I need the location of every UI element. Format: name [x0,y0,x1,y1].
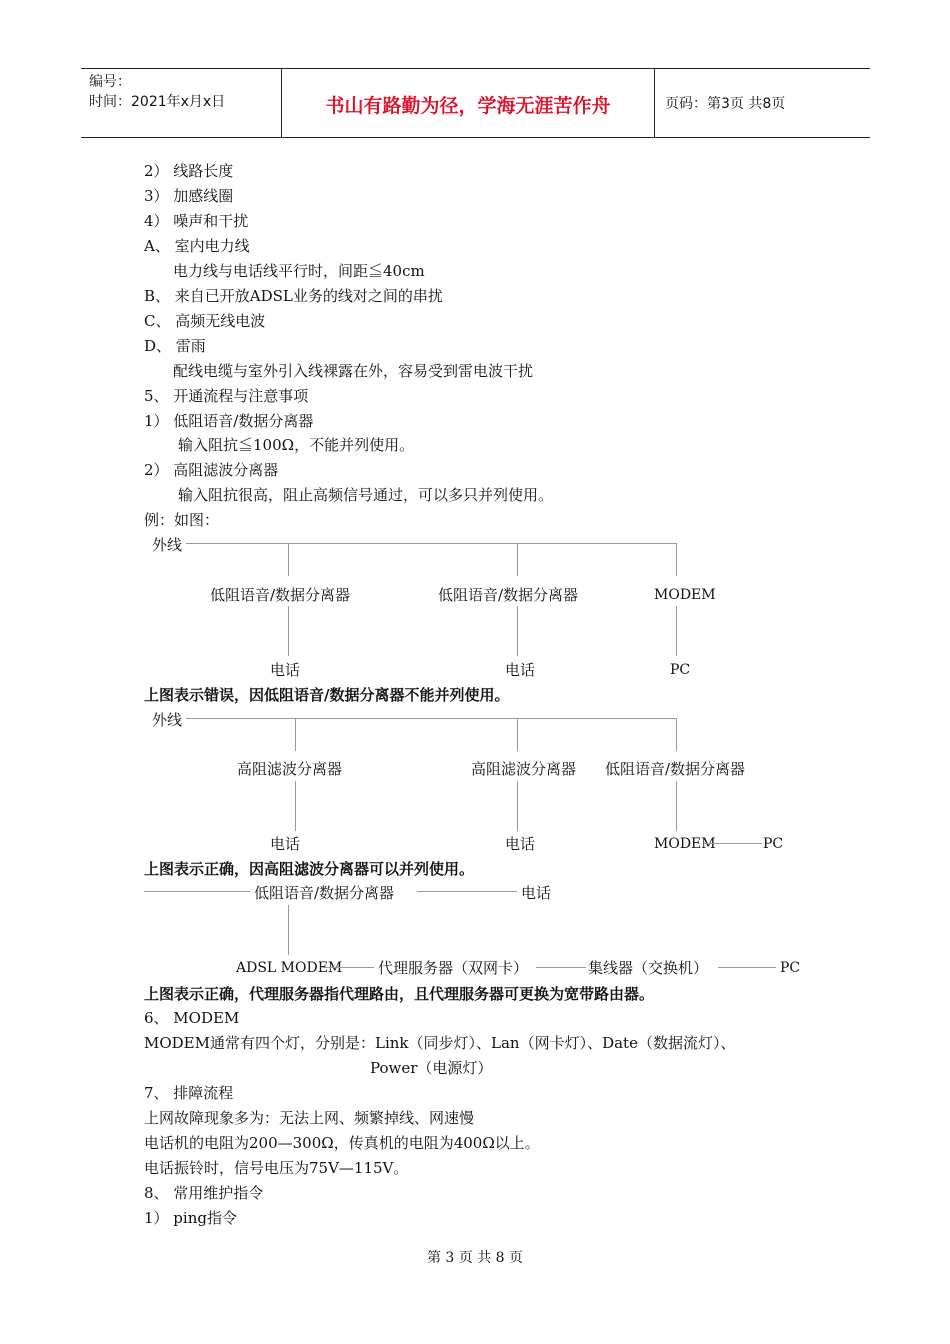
connector-line [288,905,289,955]
connector-line [517,543,518,576]
doc-date-label: 时间：2021年x月x日 [89,94,226,110]
list-item: 3） 加感线圈 [144,187,234,205]
connector-line [144,891,250,892]
splitter-box: 高阻滤波分离器 [471,760,577,778]
list-item: C、 高频无线电波 [144,312,266,330]
pc-box: PC [763,836,784,852]
connector-line [295,781,296,831]
modem-box: ADSL MODEM [236,960,343,976]
proxy-box: 代理服务器（双网卡） [378,959,529,977]
splitter-box: 高阻滤波分离器 [237,760,343,778]
section-heading: 6、 MODEM [144,1009,240,1027]
list-item: 2） 线路长度 [144,162,234,180]
external-line [186,718,676,719]
page-header [81,68,870,138]
connector-line [322,967,374,968]
diagram-caption: 上图表示正确，代理服务器指代理路由，且代理服务器可更换为宽带路由器。 [144,985,655,1003]
splitter-box: 低阻语音/数据分离器 [438,586,579,604]
phone-box: 电话 [270,835,301,853]
list-item: B、 来自已开放ADSL业务的线对之间的串扰 [144,287,443,305]
paragraph: Power（电源灯） [370,1059,493,1077]
connector-line [517,606,518,656]
phone-box: 电话 [505,835,536,853]
paragraph: 电话振铃时，信号电压为75V—115V。 [144,1159,409,1177]
connector-line [536,967,586,968]
connector-line [676,543,677,576]
paragraph: 输入阻抗很高，阻止高频信号通过，可以多只并列使用。 [178,486,554,504]
list-item: 4） 噪声和干扰 [144,212,249,230]
connector-line [517,718,518,751]
list-item: 1） ping指令 [144,1209,237,1227]
connector-line [295,718,296,751]
hub-box: 集线器（交换机） [588,959,709,977]
phone-box: 电话 [270,661,301,679]
paragraph: 电力线与电话线平行时，间距≦40cm [173,262,425,280]
connector-line [517,781,518,831]
paragraph: 输入阻抗≦100Ω，不能并列使用。 [178,436,415,454]
modem-box: MODEM [654,587,716,603]
page-info: 页码：第3页 共8页 [665,96,786,112]
paragraph: 例：如图： [144,511,220,529]
header-left-cell [81,69,282,137]
paragraph: 上网故障现象多为：无法上网、频繁掉线、网速慢 [144,1109,475,1127]
section-heading: 8、 常用维护指令 [144,1184,264,1202]
connector-line [704,843,762,844]
header-right-cell [655,69,870,137]
modem-box: MODEM [654,836,716,852]
splitter-box: 低阻语音/数据分离器 [254,884,395,902]
paragraph: MODEM通常有四个灯，分别是：Link（同步灯）、Lan（网卡灯）、Date（数据流灯）、 [144,1034,736,1052]
connector-line [417,891,517,892]
connector-line [718,967,776,968]
doc-id-label: 编号： [89,74,131,90]
phone-box: 电话 [505,661,536,679]
external-line-label: 外线 [152,536,183,554]
list-item: 2） 高阻滤波分离器 [144,461,279,479]
section-heading: 7、 排障流程 [144,1084,234,1102]
connector-line [288,543,289,576]
diagram-caption: 上图表示错误，因低阻语音/数据分离器不能并列使用。 [144,686,510,704]
list-item: D、 雷雨 [144,337,206,355]
connector-line [676,718,677,751]
page-footer: 第 3 页 共 8 页 [426,1250,524,1266]
diagram-caption: 上图表示正确，因高阻滤波分离器可以并列使用。 [144,860,475,878]
list-item: 1） 低阻语音/数据分离器 [144,412,314,430]
motto: 书山有路勤为径，学海无涯苦作舟 [325,95,611,117]
splitter-box: 低阻语音/数据分离器 [605,760,746,778]
external-line [186,543,676,544]
connector-line [676,606,677,656]
section-heading: 5、 开通流程与注意事项 [144,387,309,405]
list-item: A、 室内电力线 [144,237,250,255]
connector-line [676,781,677,831]
pc-box: PC [780,960,801,976]
paragraph: 配线电缆与室外引入线裸露在外，容易受到雷电波干扰 [173,362,534,380]
splitter-box: 低阻语音/数据分离器 [210,586,351,604]
pc-box: PC [670,662,691,678]
phone-box: 电话 [521,884,552,902]
paragraph: 电话机的电阻为200—300Ω，传真机的电阻为400Ω以上。 [144,1134,540,1152]
external-line-label: 外线 [152,711,183,729]
header-center-cell [282,69,655,137]
connector-line [288,606,289,656]
